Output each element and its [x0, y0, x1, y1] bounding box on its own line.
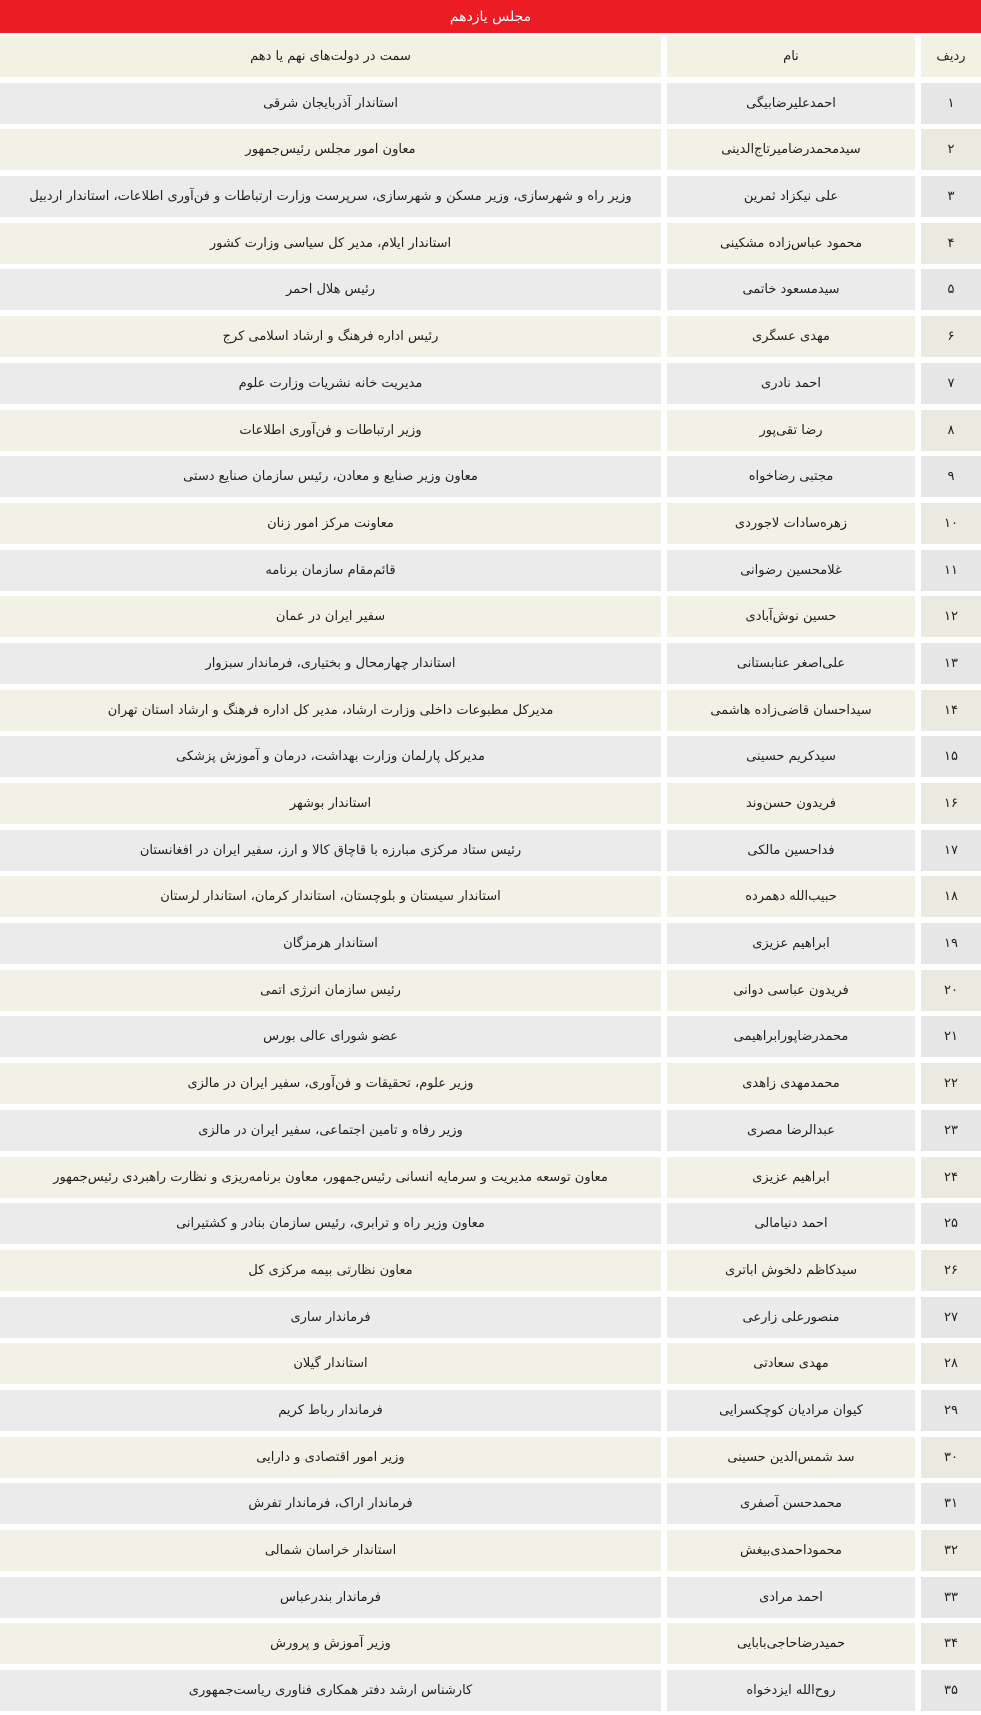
- row-role: کارشناس ارشد دفتر همکاری فناوری ریاست‌جمهوری: [0, 1670, 661, 1711]
- row-name: حسین نوش‌آبادی: [667, 596, 915, 637]
- row-name: مهدی عسگری: [667, 316, 915, 357]
- row-role: وزیر رفاه و تامین اجتماعی، سفیر ایران در مالزی: [0, 1110, 661, 1151]
- representatives-table: [0, 33, 981, 1714]
- table-row: [0, 1620, 981, 1667]
- row-role: وزیر علوم، تحقیقات و فن‌آوری، سفیر ایران در مالزی: [0, 1063, 661, 1104]
- row-role: معاون نظارتی بیمه مرکزی کل: [0, 1250, 661, 1291]
- row-role: استاندار خراسان شمالی: [0, 1530, 661, 1571]
- table-header-row: [0, 33, 981, 80]
- row-name: سد شمس‌الدین حسینی: [667, 1437, 915, 1478]
- row-num: ۱۱: [921, 550, 981, 591]
- row-role: معاون وزیر راه و ترابری، رئیس سازمان بنادر و کشتیرانی: [0, 1203, 661, 1244]
- table-row: [0, 873, 981, 920]
- row-name: علی‌اصغر عنابستانی: [667, 643, 915, 684]
- table-row: [0, 126, 981, 173]
- table-row: [0, 80, 981, 127]
- table-title: مجلس یازدهم: [0, 0, 981, 33]
- table-row: [0, 547, 981, 594]
- row-num: ۲۱: [921, 1016, 981, 1057]
- table-row: [0, 1527, 981, 1574]
- row-role: وزیر آموزش و پرورش: [0, 1623, 661, 1664]
- row-num: ۹: [921, 456, 981, 497]
- table-row: [0, 827, 981, 874]
- row-role: فرماندار بندرعباس: [0, 1577, 661, 1618]
- table-row: [0, 687, 981, 734]
- row-num: ۲۶: [921, 1250, 981, 1291]
- table-row: [0, 1387, 981, 1434]
- row-num: ۲۲: [921, 1063, 981, 1104]
- row-role: استاندار ایلام، مدیر کل سیاسی وزارت کشور: [0, 223, 661, 264]
- table-body: [0, 80, 981, 1714]
- table-row: [0, 1107, 981, 1154]
- row-name: محموداحمدی‌بیغش: [667, 1530, 915, 1571]
- table-row: [0, 967, 981, 1014]
- row-name: رضا تقی‌پور: [667, 410, 915, 451]
- row-role: استاندار سیستان و بلوچستان، استاندار کرمان، استاندار لرستان: [0, 876, 661, 917]
- row-num: ۱۹: [921, 923, 981, 964]
- row-num: ۱۳: [921, 643, 981, 684]
- row-role: معاون وزیر صنایع و معادن، رئیس سازمان صنایع دستی: [0, 456, 661, 497]
- row-num: ۳: [921, 176, 981, 217]
- header-role: سمت در دولت‌های نهم یا دهم: [0, 36, 661, 77]
- row-num: ۴: [921, 223, 981, 264]
- row-role: فرماندار ساری: [0, 1297, 661, 1338]
- row-num: ۳۵: [921, 1670, 981, 1711]
- table-row: [0, 1247, 981, 1294]
- table-row: [0, 1154, 981, 1201]
- row-num: ۳۳: [921, 1577, 981, 1618]
- row-num: ۳۴: [921, 1623, 981, 1664]
- row-num: ۱۰: [921, 503, 981, 544]
- table-row: [0, 1013, 981, 1060]
- row-role: سفیر ایران در عمان: [0, 596, 661, 637]
- row-name: مهدی سعادتی: [667, 1343, 915, 1384]
- row-name: محمدرضاپورابراهیمی: [667, 1016, 915, 1057]
- row-role: مدیریت خانه نشریات وزارت علوم: [0, 363, 661, 404]
- row-role: استاندار بوشهر: [0, 783, 661, 824]
- row-name: منصورعلی زارعی: [667, 1297, 915, 1338]
- table-row: [0, 1340, 981, 1387]
- row-num: ۶: [921, 316, 981, 357]
- row-num: ۸: [921, 410, 981, 451]
- row-name: سیداحسان قاضی‌زاده هاشمی: [667, 690, 915, 731]
- table-row: [0, 360, 981, 407]
- row-name: کیوان مرادیان کوچکسرایی: [667, 1390, 915, 1431]
- row-role: وزیر ارتباطات و فن‌آوری اطلاعات: [0, 410, 661, 451]
- row-role: عضو شورای عالی بورس: [0, 1016, 661, 1057]
- table-row: [0, 780, 981, 827]
- row-name: سیدکاظم دلخوش اباتری: [667, 1250, 915, 1291]
- row-name: مجتبی رضاخواه: [667, 456, 915, 497]
- row-name: سیدمحمدرضامیرتاج‌الدینی: [667, 129, 915, 170]
- table-row: [0, 920, 981, 967]
- table-row: [0, 407, 981, 454]
- row-num: ۱: [921, 83, 981, 124]
- row-num: ۳۱: [921, 1483, 981, 1524]
- row-name: سیدکریم حسینی: [667, 736, 915, 777]
- table-row: [0, 173, 981, 220]
- table-row: [0, 1667, 981, 1714]
- row-name: محمود عباس‌زاده مشکینی: [667, 223, 915, 264]
- row-num: ۱۶: [921, 783, 981, 824]
- table-row: [0, 266, 981, 313]
- row-role: استاندار گیلان: [0, 1343, 661, 1384]
- row-name: عبدالرضا مصری: [667, 1110, 915, 1151]
- row-name: محمدمهدی زاهدی: [667, 1063, 915, 1104]
- row-num: ۳۰: [921, 1437, 981, 1478]
- row-num: ۲۳: [921, 1110, 981, 1151]
- table-row: [0, 313, 981, 360]
- row-role: رئیس ستاد مرکزی مبارزه با قاچاق کالا و ارز، سفیر ایران در افغانستان: [0, 830, 661, 871]
- row-role: مدیرکل پارلمان وزارت بهداشت، درمان و آموزش پزشکی: [0, 736, 661, 777]
- table-row: [0, 453, 981, 500]
- table-row: [0, 500, 981, 547]
- row-name: سیدمسعود خاتمی: [667, 269, 915, 310]
- row-name: حبیب‌الله دهمرده: [667, 876, 915, 917]
- row-num: ۲۸: [921, 1343, 981, 1384]
- row-name: روح‌الله ایزدخواه: [667, 1670, 915, 1711]
- row-name: غلامحسین رضوانی: [667, 550, 915, 591]
- row-name: احمد مرادی: [667, 1577, 915, 1618]
- row-num: ۲۹: [921, 1390, 981, 1431]
- table-row: [0, 593, 981, 640]
- row-role: معاون امور مجلس رئیس‌جمهور: [0, 129, 661, 170]
- row-name: فداحسین مالکی: [667, 830, 915, 871]
- row-role: فرماندار اراک، فرماندار تفرش: [0, 1483, 661, 1524]
- row-role: وزیر راه و شهرسازی، وزیر مسکن و شهرسازی، سرپرست وزارت ارتباطات و فن‌آوری اطلاعات، استاندار اردبیل: [0, 176, 661, 217]
- row-role: فرماندار رباط کریم: [0, 1390, 661, 1431]
- row-num: ۲۵: [921, 1203, 981, 1244]
- row-num: ۳۲: [921, 1530, 981, 1571]
- row-role: استاندار چهارمحال و بختیاری، فرماندار سبزوار: [0, 643, 661, 684]
- row-num: ۷: [921, 363, 981, 404]
- row-num: ۱۴: [921, 690, 981, 731]
- row-role: رئیس هلال احمر: [0, 269, 661, 310]
- row-num: ۱۲: [921, 596, 981, 637]
- row-role: استاندار هرمزگان: [0, 923, 661, 964]
- row-name: احمد نادری: [667, 363, 915, 404]
- row-role: رئیس سازمان انرژی اتمی: [0, 970, 661, 1011]
- table-row: [0, 1060, 981, 1107]
- row-num: ۲۷: [921, 1297, 981, 1338]
- header-num: ردیف: [921, 36, 981, 77]
- table-row: [0, 1574, 981, 1621]
- row-num: ۱۸: [921, 876, 981, 917]
- table-row: [0, 640, 981, 687]
- row-role: معاون توسعه مدیریت و سرمایه انسانی رئیس‌جمهور، معاون برنامه‌ریزی و نظارت راهبردی رئیس‌جمهور: [0, 1157, 661, 1198]
- header-name: نام: [667, 36, 915, 77]
- table-row: [0, 1294, 981, 1341]
- row-role: معاونت مرکز امور زنان: [0, 503, 661, 544]
- row-role: رئیس اداره فرهنگ و ارشاد اسلامی کرج: [0, 316, 661, 357]
- row-name: ابراهیم عزیزی: [667, 923, 915, 964]
- row-name: فریدون عباسی دوانی: [667, 970, 915, 1011]
- row-role: استاندار آذربایجان شرقی: [0, 83, 661, 124]
- row-num: ۱۷: [921, 830, 981, 871]
- table-row: [0, 1200, 981, 1247]
- row-num: ۵: [921, 269, 981, 310]
- table-row: [0, 220, 981, 267]
- row-role: وزیر امور اقتصادی و دارایی: [0, 1437, 661, 1478]
- row-num: ۲: [921, 129, 981, 170]
- row-name: احمدعلیرضابیگی: [667, 83, 915, 124]
- row-num: ۲۴: [921, 1157, 981, 1198]
- row-num: ۱۵: [921, 736, 981, 777]
- table-row: [0, 1480, 981, 1527]
- row-name: محمدحسن آصفری: [667, 1483, 915, 1524]
- row-name: زهره‌سادات لاجوردی: [667, 503, 915, 544]
- table-row: [0, 1434, 981, 1481]
- table-row: [0, 733, 981, 780]
- row-num: ۲۰: [921, 970, 981, 1011]
- row-role: قائم‌مقام سازمان برنامه: [0, 550, 661, 591]
- row-name: فریدون حسن‌وند: [667, 783, 915, 824]
- row-name: حمیدرضاحاجی‌بابایی: [667, 1623, 915, 1664]
- row-name: علی نیکزاد ثمرین: [667, 176, 915, 217]
- row-role: مدیرکل مطبوعات داخلی وزارت ارشاد، مدیر کل اداره فرهنگ و ارشاد استان تهران: [0, 690, 661, 731]
- row-name: احمد دنیامالی: [667, 1203, 915, 1244]
- row-name: ابراهیم عزیزی: [667, 1157, 915, 1198]
